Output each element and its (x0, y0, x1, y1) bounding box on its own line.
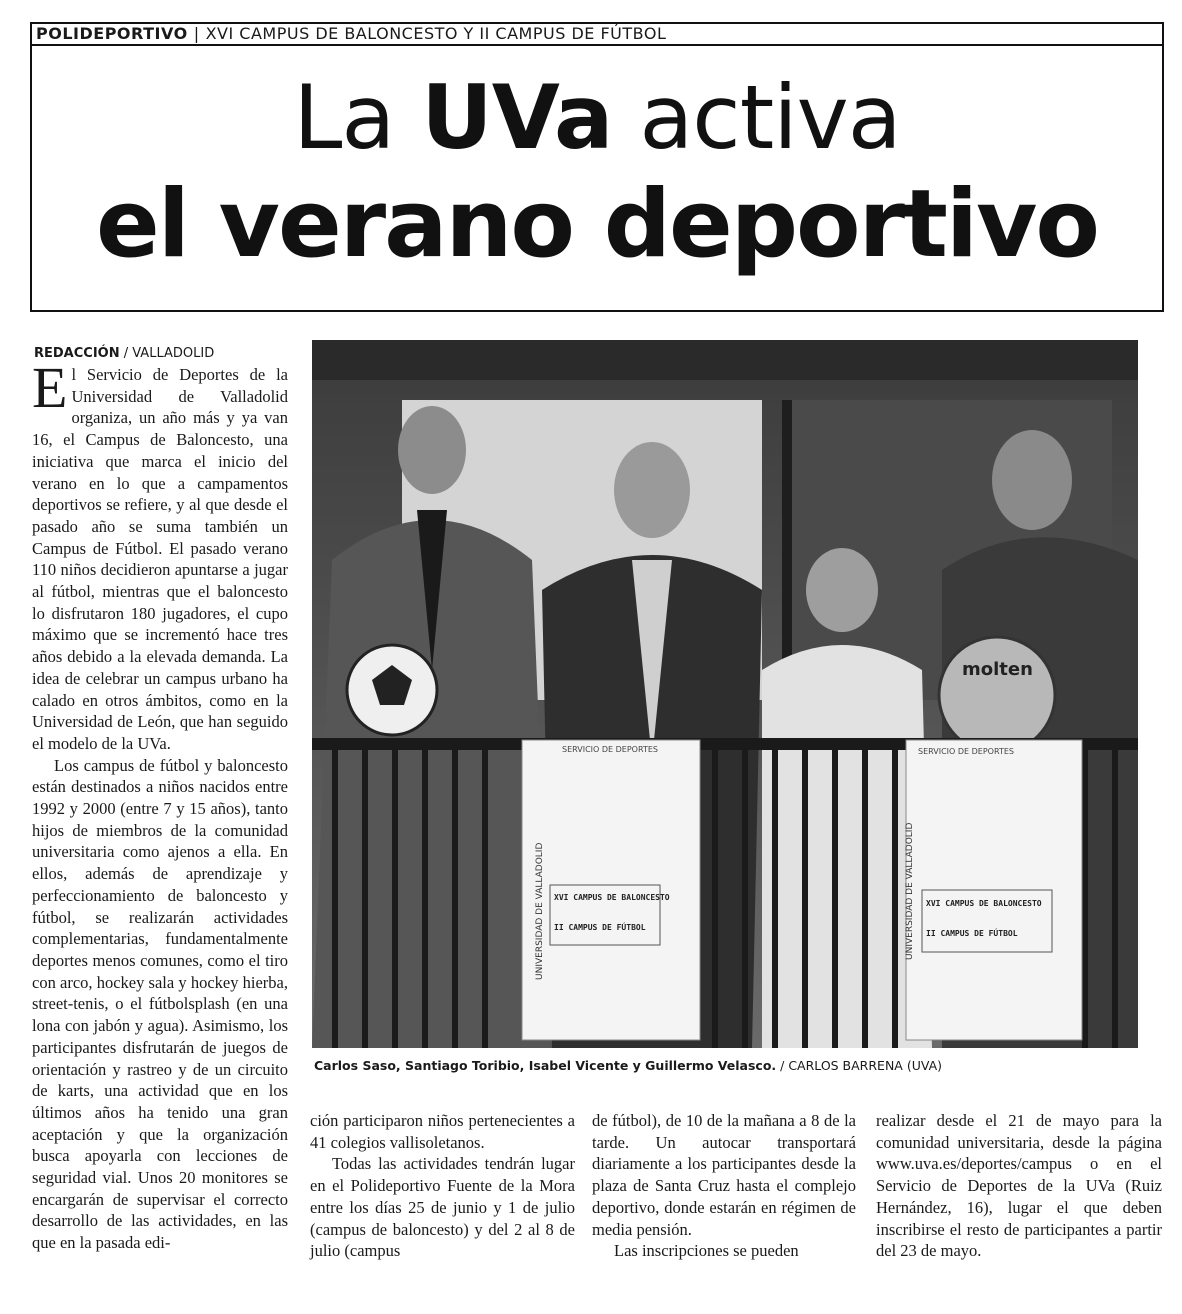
basketball-icon (939, 637, 1055, 753)
article-column-4 (876, 1110, 1162, 1262)
headline-pre: La (293, 66, 422, 169)
headline-line-1 (30, 66, 1164, 169)
news-photo (312, 340, 1138, 1048)
headline-line-2: el verano deportivo (95, 170, 1098, 279)
article-column-3 (592, 1110, 856, 1262)
caption-credit: / CARLOS BARRENA (UVA) (776, 1058, 943, 1073)
article-paragraph (32, 355, 288, 755)
article-paragraph: Los campus de fútbol y baloncesto están destinados a niños nacidos entre 1992 y 2000 (entre 7 y 15 años), tanto hijos de miembros de la comunidad universitaria como ajenos a ella. En ellos, además de aprendizaje y perfeccionamiento de baloncesto y fútbol, se realizarán actividades complementarias, fundamentalmente deportes menos comunes, como el tiro con arco, hockey sala y hockey hierba, street-tenis, o el fútbolsplash (en una lona con jabón y agua). Asimismo, los participantes disfrutarán de juegos de orientación y rastreo y de un circuito de karts, una actividad que en los últimos años ha tenido una gran aceptación y que la organización busca apoyarla con lecciones de seguridad vial. Unos 20 monitores se encargarán de supervisar el correcto desarrollo de las actividades, en las que en la pasada edi- (32, 755, 288, 1253)
poster-left-header: SERVICIO DE DEPORTES (562, 745, 658, 754)
article-column-2 (310, 1110, 575, 1262)
section-name: POLIDEPORTIVO (36, 23, 188, 43)
drop-cap: E (32, 355, 68, 420)
byline-agency: REDACCIÓN (34, 346, 120, 361)
news-photo-image (312, 340, 1138, 1048)
poster-right (905, 740, 1082, 1040)
caption-names: Carlos Saso, Santiago Toribio, Isabel Vicente y Guillermo Velasco. (314, 1058, 777, 1073)
poster-left (522, 740, 700, 1040)
section-bar (36, 23, 666, 43)
photo-caption (314, 1058, 942, 1073)
ball-brand: molten (962, 659, 1033, 680)
article-paragraph: Todas las actividades tendrán lugar en el Polideportivo Fuente de la Mora entre los días 25 de junio y 1 de julio (campus de baloncesto) y del 2 al 8 de julio (campus (310, 1154, 575, 1261)
poster-right-title-1: XVI CAMPUS DE BALONCESTO (926, 899, 1042, 908)
poster-left-side: UNIVERSIDAD DE VALLADOLID (535, 842, 545, 980)
paragraph-text: l Servicio de Deportes de la Universidad de Valladolid organiza, un año más y ya van 16, el Campus de Baloncesto, una iniciativa que marca el inicio del verano en lo que a campamentos deportivos se refiere, y al que desde el pasado año se suma también un Campus de Fútbol. El pasado verano 110 niños decidieron apuntarse a jugar al fútbol, mientras que el baloncesto lo disfrutaron 180 jugadores, el cupo máximo que se incrementó hace tres años debido a la elevada demanda. La idea de celebrar un campus urbano ha calado en otros ámbitos, como en la Universidad de León, que han seguido el modelo de la UVa. (32, 365, 288, 753)
article-paragraph: Las inscripciones se pueden (614, 1241, 799, 1261)
section-separator: | (193, 23, 200, 43)
article-paragraph: ción participaron niños pertenecientes a 41 colegios vallisoletanos. (310, 1111, 575, 1152)
byline-sep: / (119, 346, 133, 361)
headline-post: activa (612, 66, 901, 169)
poster-right-title-2: II CAMPUS DE FÚTBOL (926, 929, 1018, 938)
poster-left-title-1: XVI CAMPUS DE BALONCESTO (554, 893, 670, 902)
poster-left-title-2: II CAMPUS DE FÚTBOL (554, 923, 646, 932)
article-paragraph: realizar desde el 21 de mayo para la comunidad universitaria, desde la página www.uva.es/deportes/campus o en el Servicio de Deportes de la UVa (Ruiz Hernández, 16), lugar el que deben inscribirse el resto de participantes a partir del 23 de mayo. (876, 1111, 1162, 1261)
section-topic: XVI CAMPUS DE BALONCESTO Y II CAMPUS DE FÚTBOL (205, 23, 667, 43)
poster-right-side: UNIVERSIDAD DE VALLADOLID (905, 822, 915, 960)
headline-bold: UVa (421, 66, 613, 169)
article-column-1 (32, 355, 288, 1254)
article-paragraph: de fútbol), de 10 de la mañana a 8 de la tarde. Un autocar transportará diariamente a los participantes desde la plaza de Santa Cruz hasta el complejo deportivo, donde estarán en régimen de media pensión. (592, 1111, 856, 1239)
byline-city: VALLADOLID (132, 346, 215, 361)
poster-right-header: SERVICIO DE DEPORTES (918, 747, 1014, 756)
section-rule (30, 44, 1164, 46)
